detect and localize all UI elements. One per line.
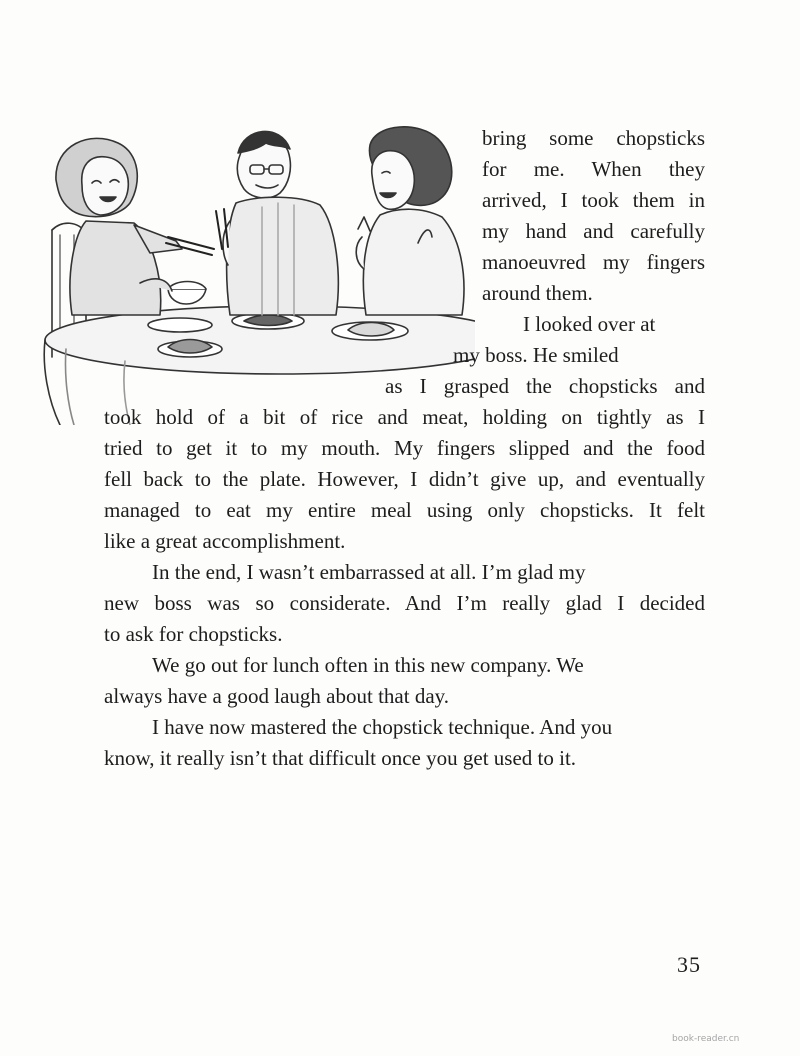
text-line: I looked over at [523,312,656,336]
text-line: know, it really isn’t that difficult once you get used to it. [104,746,577,770]
text-line: for me. When they [482,157,705,181]
paragraph-first-line: We go out for lunch often in this new company. We [152,653,584,677]
text-line: as I grasped the chopsticks and [385,374,705,398]
text-line: took hold of a bit of rice and meat, holding on tightly as I [104,405,705,429]
text-line: arrived, I took them in [482,188,705,212]
paragraph-first-line: I have now mastered the chopstick technique. And you [152,715,613,739]
text-line: bring some chopsticks [482,126,705,150]
text-line: around them. [482,281,593,305]
text-line: to ask for chopsticks. [104,622,283,646]
text-line: manoeuvred my fingers [482,250,705,274]
paragraph-first-line: In the end, I wasn’t embarrassed at all. I’m glad my [152,560,586,584]
text-line: always have a good laugh about that day. [104,684,450,708]
text-line: like a great accomplishment. [104,529,346,553]
page-number: 35 [677,952,701,977]
text-line: fell back to the plate. However, I didn’t give up, and eventually [104,467,705,491]
text-line: new boss was so considerate. And I’m really glad I decided [104,591,705,615]
watermark: book-reader.cn [672,1034,740,1044]
text-line: my hand and carefully [482,219,705,243]
text-line: tried to get it to my mouth. My fingers slipped and the food [104,436,705,460]
text-line: my boss. He smiled [453,343,619,367]
text-line: managed to eat my entire meal using only chopsticks. It felt [104,498,705,522]
